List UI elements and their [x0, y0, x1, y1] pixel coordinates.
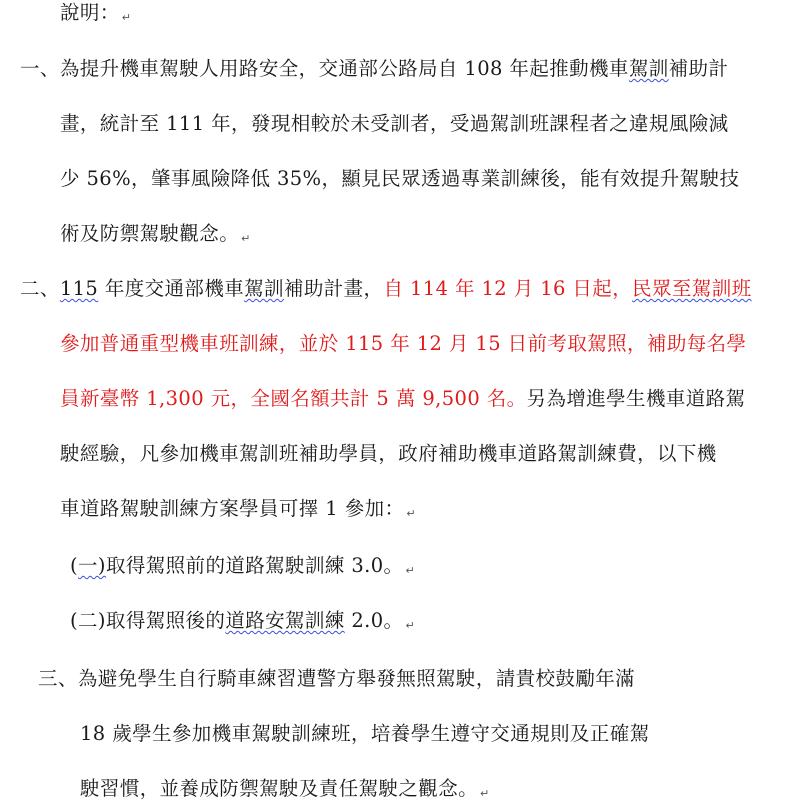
paragraph-mark-icon: ↵ [121, 11, 132, 24]
heading-text: 說明： [60, 1, 120, 24]
highlight-text: 自 114 年 12 月 16 日起， [383, 277, 633, 300]
section2-line3 [60, 384, 745, 414]
section1-line3 [60, 164, 739, 194]
spellcheck-word: 115 [59, 277, 99, 300]
highlight-text: 民眾至駕訓班 [632, 277, 752, 300]
section2-text: 另為增進學生機車道路駕 [526, 387, 746, 410]
paragraph-mark-icon: ↵ [405, 619, 416, 632]
section1-marker: 一、 [20, 57, 60, 80]
list-item-text: ( [70, 554, 79, 577]
section1-line2 [60, 109, 729, 139]
section1-text: 少 56%，肇事風險降低 35%，顯見民眾透過專業訓練後，能有效提升駕駛技 [60, 167, 740, 190]
section1-text: 補助計 [668, 57, 729, 80]
section2-text: 車道路駕駛訓練方案學員可擇 1 參加： [60, 497, 405, 520]
list-item-text: 2.0。 [344, 609, 404, 632]
list-item-text: (二)取得駕照後的 [70, 609, 226, 632]
section1-text: 術及防禦駕駛觀念。 [60, 222, 240, 245]
section3-marker: 三、 [38, 667, 78, 690]
section2-text: 補助計畫， [283, 277, 384, 300]
paragraph-mark-icon: ↵ [480, 787, 490, 800]
section3-text: 為避免學生自行騎車練習遭警方舉發無照駕駛，請貴校鼓勵年滿 [77, 667, 636, 690]
section1-line1 [20, 54, 728, 84]
section2-line5 [60, 494, 416, 524]
highlight-text: 員新臺幣 1,300 元，全國名額共計 5 萬 9,500 名。 [60, 387, 527, 410]
paragraph-mark-icon: ↵ [241, 232, 251, 245]
section2-item2 [70, 606, 415, 636]
section1-text: 畫，統計至 111 年，發現相較於未受訓者，受過駕訓班課程者之違規風險減 [60, 112, 729, 135]
heading-line [60, 0, 131, 28]
section3-line1 [38, 664, 635, 694]
section2-line4 [60, 439, 717, 469]
highlight-text: 參加普通重型機車班訓練，並於 115 年 12 月 15 日前考取駕照，補助每名學 [60, 332, 747, 355]
spellcheck-word: 駕訓 [244, 277, 284, 300]
paragraph-mark-icon: ↵ [405, 564, 416, 577]
spellcheck-word: 一) [78, 554, 106, 577]
section2-line2 [60, 329, 746, 359]
section3-line3 [80, 774, 490, 804]
section1-text: 為提升機車駕駛人用路安全，交通部公路局自 108 年起推動機車 [59, 57, 629, 80]
list-item-text: 取得駕照前的道路駕駛訓練 3.0。 [105, 554, 404, 577]
section2-text: 駛經驗，凡參加機車駕訓班補助學員，政府補助機車道路駕訓練費，以下機 [60, 442, 717, 465]
spellcheck-word: 道路安駕訓練 [225, 609, 345, 632]
section3-text: 駛習慣，並養成防禦駕駛及責任駕駛之觀念。 [80, 777, 479, 800]
section2-text: 年度交通部機車 [98, 277, 245, 300]
section2-marker: 二、 [20, 277, 60, 300]
paragraph-mark-icon: ↵ [406, 507, 417, 520]
section3-line2 [80, 719, 650, 749]
spellcheck-word: 駕訓 [628, 57, 669, 80]
section1-line4 [60, 219, 251, 249]
section2-line1 [20, 274, 752, 304]
section3-text: 18 歲學生參加機車駕駛訓練班，培養學生遵守交通規則及正確駕 [80, 722, 650, 745]
section2-item1 [70, 551, 415, 581]
